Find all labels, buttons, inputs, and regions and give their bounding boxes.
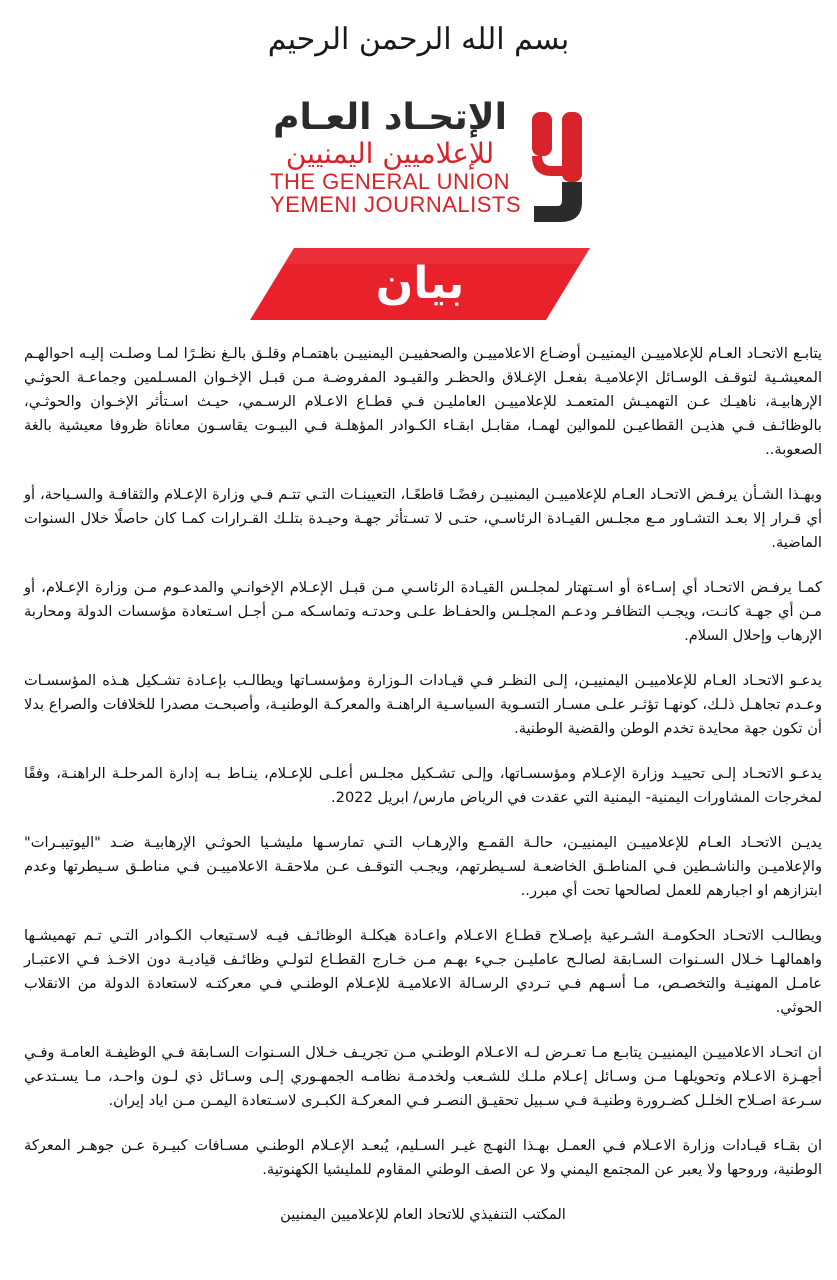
- paragraph-8: ان اتحـاد الاعلامييـن اليمنييـن يتابـع مـا تعـرض لـه الاعـلام الوطنـي مـن تجريـف خـلال السـنوات السـابقة فـي الوظيفـة العامـة وفـي أجهـزة الاعـلام وتحويلهـا مـن وسـائل إعـلام ملـك للشـعب ولخدمـة نظامـه الجمهـوري إلـى وسـائل ذي لـون واحـد، مـا يسـتدعي سـرعة اصـلاح الخلـل كضـرورة وطنيـة فـي سـبيل تحقيـق النصـر فـي المعركـة الكبـرى لاسـتعادة اليمـن مـن اياد إيران.: [24, 1044, 822, 1109]
- paragraph-2: وبهـذا الشـأن يرفـض الاتحـاد العـام للإعلامييـن اليمنييـن رفضًـا قاطعًـا، التعيينـات التـي تتـم فـي وزارة الإعـلام والثقافـة والسـياحة، أو أي قـرار إلا بعـد التشـاور مـع مجلـس القيـادة الرئاسـي، حتـى لا تسـتأثر جهـة وحيـدة بتلـك القـرارات كمـا كان حاصلًا خلال السنوات الماضية.: [24, 486, 822, 551]
- union-logo-text: [270, 97, 522, 217]
- paragraph-5: يدعـو الاتحـاد إلـى تحييـد وزارة الإعـلام ومؤسسـاتها، وإلـى تشـكيل مجلـس أعلـى للإعـلام، ينـاط بـه إدارة المرحلـة الراهنـة، وفقًا لمخرجات المشاورات اليمنية- اليمنية التي عقدت في الرياض مارس/ ابريل 2022.: [24, 765, 822, 806]
- logo-arabic-subtitle: للإعلاميين اليمنيين: [285, 137, 495, 170]
- paragraph-6: يديـن الاتحـاد العـام للإعلامييـن اليمنييـن، حالـة القمـع والإرهـاب التـي تمارسـها مليشـيا الحوثـي الإرهابيـة ضـد "اليوتيبـرات" والإعلاميـن والناشـطين فـي المناطـق الخاضعـة لسـيطرتهم، ويجـب التوقـف عـن ملاحقـة الاعلامييـن فـي مناطـق سـيطرتها وعدم ابتزازهم او اجبارهم للعمل لصالحها تحت أي مبرر..: [24, 834, 822, 899]
- paragraph-7: ويطالـب الاتحـاد الحكومـة الشـرعية بإصـلاح قطـاع الاعـلام واعـادة هيكلـة الوظائـف فيـه لاسـتيعاب الكـوادر التـي تـم تهميشـها واهمالهـا خـلال السـنوات السـابقة لصالـح عامليـن جـيء بهـم مـن خـارج القطـاع لتولـي وظائـف قياديـة دون الاخـذ فـي الاعتبـار عامـل المهنيـة والتخصـص، مـا أسـهم فـي تـردي الرسـالة الاعلاميـة للإعـلام الوطنـي فـي معركتـه لاستعادة الدولة من الانقلاب الحوثي.: [24, 927, 822, 1016]
- union-logo: [270, 98, 590, 226]
- logo-arabic-title: الإتحـاد العـام: [273, 97, 507, 138]
- banner-title: بيان: [375, 258, 465, 309]
- statement-body: [24, 342, 822, 1227]
- logo-english-line1: THE GENERAL UNION: [270, 169, 510, 194]
- paragraph-9: ان بقـاء قيـادات وزارة الاعـلام فـي العمـل بهـذا النهـج غيـر السـليم، يُبعـد الإعـلام الوطنـي مسـافات كبيـرة عـن جوهـر المعركة الوطنية، وروحها ولا يعبر عن المجتمع اليمني ولا عن الصف الوطني المقاوم للمليشيا الكهنوتية.: [24, 1137, 822, 1178]
- logo-english-line2: YEMENI JOURNALISTS: [270, 192, 522, 217]
- paragraph-4: يدعـو الاتحـاد العـام للإعلامييـن اليمنييـن، إلـى النظـر فـي قيـادات الـوزارة ومؤسسـاتها ويطالـب بإعـادة تشـكيل هـذه المؤسسـات وعـدم تجاهـل ذلـك، كونهـا تؤثـر علـى مسـار التسـوية السياسـية الراهنـة والمعركـة الوطنيـة، وأصبحـت مصدرا للخلافات والصراع بدلا أن تكون جهة محايدة تخدم الوطن والقضية الوطنية.: [24, 672, 822, 737]
- signature-line: المكتب التنفيذي للاتحاد العام للإعلاميين اليمنيين: [280, 1206, 566, 1223]
- statement-banner: [250, 248, 590, 320]
- paragraph-3: كمـا يرفـض الاتحـاد أي إسـاءة أو اسـتهتار لمجلـس القيـادة الرئاسـي مـن قبـل الإعـلام الإخوانـي والمدعـوم مـن وزارة الإعـلام، أو مـن أي جهـة كانـت، ويجـب التظافـر ودعـم المجلـس والحفـاظ علـى وحدتـه وتماسـكه مـن أجـل اسـتعادة مؤسسات الدولة ومحاربة الإرهاب وإحلال السلام.: [24, 579, 822, 644]
- union-logo-mark-icon: [526, 106, 590, 224]
- paragraph-1: يتابـع الاتحـاد العـام للإعلامييـن اليمنييـن أوضـاع الاعلامييـن والصحفييـن اليمنييـن باهتمـام وقلـق بالـغ نظـرًا لمـا وصلـت إليـه احوالهـم المعيشـية لتوقـف الوسـائل الإعلاميـة بفعـل الإغـلاق والحظـر والقيـود المفروضـة مـن قبـل الإخـوان المسـلمين وجماعـة الحوثـي الإرهابيـة، ناهيـك عـن التهميـش المتعمـد للإعلامييـن العامليـن فـي قطـاع الاعـلام الرسـمي، حيـث اسـتأثر الإخـوان والحوثـي، بالوظائـف فـي هذيـن القطاعيـن للموالين لهمـا، مقابـل ابقـاء الكـوادر المؤهلـة فـي البيـوت يقاسـون معاناة ظروفا معيشية بالغة الصعوبة..: [24, 345, 822, 458]
- basmala-calligraphy: بسم الله الرحمن الرحيم: [267, 22, 570, 57]
